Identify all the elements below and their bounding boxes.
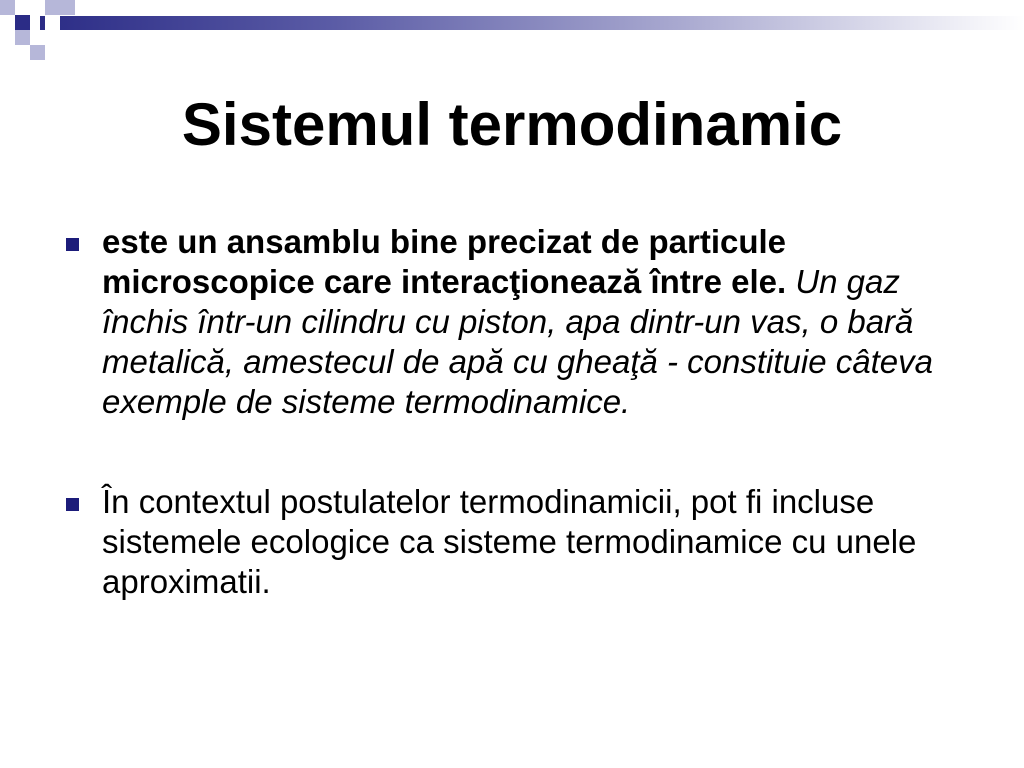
square-bullet-icon xyxy=(66,498,79,511)
decor-square xyxy=(0,0,15,15)
bullet-list xyxy=(60,222,960,602)
decor-square xyxy=(45,0,60,15)
bullet-text: În contextul postulatelor termodinamicii, pot fi incluse sistemele ecologice ca sisteme termodinamice cu unele aproximatii. xyxy=(102,483,917,600)
header-gradient-bar xyxy=(40,16,1024,30)
slide-title: Sistemul termodinamic xyxy=(181,91,843,158)
bullet-italic-text: Un gaz închis într-un cilindru cu piston, apa dintr-un vas, o bară metalică, amestecul de apă cu gheaţă - constituie câteva exemple de sisteme termodinamice. xyxy=(102,263,933,420)
bullet-item xyxy=(60,222,960,422)
decor-square xyxy=(15,15,30,30)
decor-square xyxy=(15,30,30,45)
decor-square xyxy=(45,15,60,30)
bullet-bold-text: este un ansamblu bine precizat de particule microscopice care interacţionează între ele. xyxy=(102,223,787,300)
decor-square xyxy=(60,0,75,15)
bullet-item xyxy=(60,482,960,602)
decor-square xyxy=(30,45,45,60)
square-bullet-icon xyxy=(66,238,79,251)
